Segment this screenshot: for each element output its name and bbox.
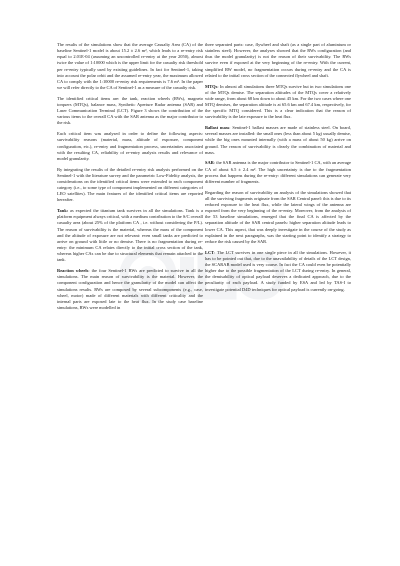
paragraph: The results of the simulations show that the average Casualty Area (CA) of the baseline Sentinel-1 model is about 15.2 ± 2.6 m², which leads to a re-entry risk equal to 2.01E-04 (assuming an uncontrolled re-entry at the year 2050), almost twice the value of 1:10000 which is the upper limit for the casualty risk threshold per re-entry typically used by existing guidelines. In fact for Sentinel-1, taking into account the polar orbit and the assumed re-entry year, the maximum allowed CA to comply with the 1:10000 re-entry risk requirements is 7.6 m². In the paper we will refer directly to the CA of Sentinel-1 as a measure of the casualty risk. [57,42,203,91]
paragraph-sar: SAR: the SAR antenna is the major contributor to Sentinel-1 CA, with an average CA of about 6.5 ± 2.4 m². The high uncertainty is due to the fragmentation process that happens during the re-entry: different simulations can generate very different number of fragments. [205,160,351,184]
run-in-heading: LCT [205,249,215,255]
paragraph: By integrating the results of the detailed re-entry risk analysis performed on the Sentinel-1 with the literature survey and the parametric Low-Fidelity analysis, the considerations on the identified critical items were extended to each component category (i.e., to some type of component implemented on different categories of LEO satellites). The main features of the identified critical items are reported hereafter. [57,166,203,203]
right-column [205,42,351,297]
paragraph-mtqs: MTQs: In almost all simulations three MTQs survive but in two simulations one of the MTQs demise. The separation altitudes of the MTQs cover a relatively wide range, from about 68 km down to about 45 km. For the two cases where one MTQ demises, the separation altitude is at 65.6 km and 67.4 km, respectively, for the specific MTQ considered. This is a clear indication that the reason of survivability is the late exposure to the heat flux. [205,83,351,120]
paragraph: Each critical item was analysed in order to define the following aspects: survivability reasons (material, mass, altitude of exposure, component configuration, etc.), re-entry and fragmentation process, uncertainties associated with the resulting CA, reliability of re-entry analysis results and relevance of model granularity. [57,131,203,161]
paragraph: three separated parts: case, flywheel and shaft (as a single part of aluminium or stainless steel). However, the analyses showed that the RWs configuration (and thus the model granularity) is not the reason of their survivability. The RWs survive even if exposed at the very beginning of the re-entry. With the current, simplified RW model, no fragmentation occurs during re-entry and the CA is related to the initial cross section of the connected flywheel and shaft. [205,42,351,78]
run-in-heading: Tank: [57,208,69,214]
run-in-heading: MTQs [205,83,218,89]
run-in-heading: Reaction wheels [57,268,89,274]
run-in-heading: Ballast mass [205,125,230,131]
paragraph: Regarding the reason of survivability an analysis of the simulations showed that all the surviving fragments originate from the SAR Central panel: this is due to its reduced exposure to the heat flux, while the lateral wings of the antenna are exposed from the very beginning of the re-entry. Moreover, from the analysis of the 53 baseline simulations, emerged that the final CA is affected by the separation altitude of the SAR central panels: higher separation altitude leads to lower CA. This aspect, that was deeply investigate in the course of the study as explained in the next paragraphs, was the starting point to identify a strategy to reduce the risk caused by the SAR. [205,189,351,244]
left-column [57,42,203,316]
paragraph-lct: LCT: The LCT survives in one single piece in all the simulations. However, it has to be pointed out that, due to the unavailability of details of the LCT design, the SCARAB model used is very coarse. In fact the CA could even be potentially higher due to the possible fragmentation of the LCT during re-entry. In general, the demisability of optical payload deserves a dedicated approach, due to the peculiarity of each payload. A study funded by ESA and led by TAS-I to investigate potential D4D techniques for optical payload is currently on-going. [205,249,351,292]
paragraph-tank: Tank: as expected the titanium tank survives in all the simulations. Tank is a platform equipment always critical, with a medium contribution to the S/C overall casualty area (about 25% of the platform CA , i.e. without considering the P/L). The reason of survivability is the material, whereas the mass of the component and the altitude of exposure are not relevant: even small tanks are predicted to arrive on ground with little or no demise. There is no fragmentation during re-entry: the minimum CA relates directly to the initial cross section of the tank, whereas higher CAs can be due to structural elements that remain attached to the tank. [57,208,203,263]
paragraph-reaction-wheels: Reaction wheels: the four Sentinel-1 RWs are predicted to survive in all the simulations. The main reason of survivability is the material. However, the component configuration and hence the granularity of the model can affect the simulations results. RWs are composed by several subcomponents (e.g., case, wheel, motor) made of different materials with different criticality and the internal parts are exposed late to the heat flux. In the study case baseline simulations, RWs were modelled in [57,268,203,311]
run-in-heading: SAR [205,160,214,166]
paragraph-ballast-mass: Ballast mass: Sentinel-1 ballast masses are made of stainless steel. On board, several masses are installed: the small ones (less than about 5 kg) usually demise, while the big ones mounted internally (with a mass of about 50 kg) arrive on ground. The reason of survivability is clearly the combination of material and mass. [205,125,352,155]
paragraph: The identified critical items are: the tank, reaction wheels (RWs), magneto torquers (MTQs), balance mass, Synthetic Aperture Radar antenna (SAR) and Laser Communication Terminal (LCT). Figure 3 shows the contribution of the various items to the overall CA with the SAR antenna as the major contributor to the risk. [57,95,203,126]
